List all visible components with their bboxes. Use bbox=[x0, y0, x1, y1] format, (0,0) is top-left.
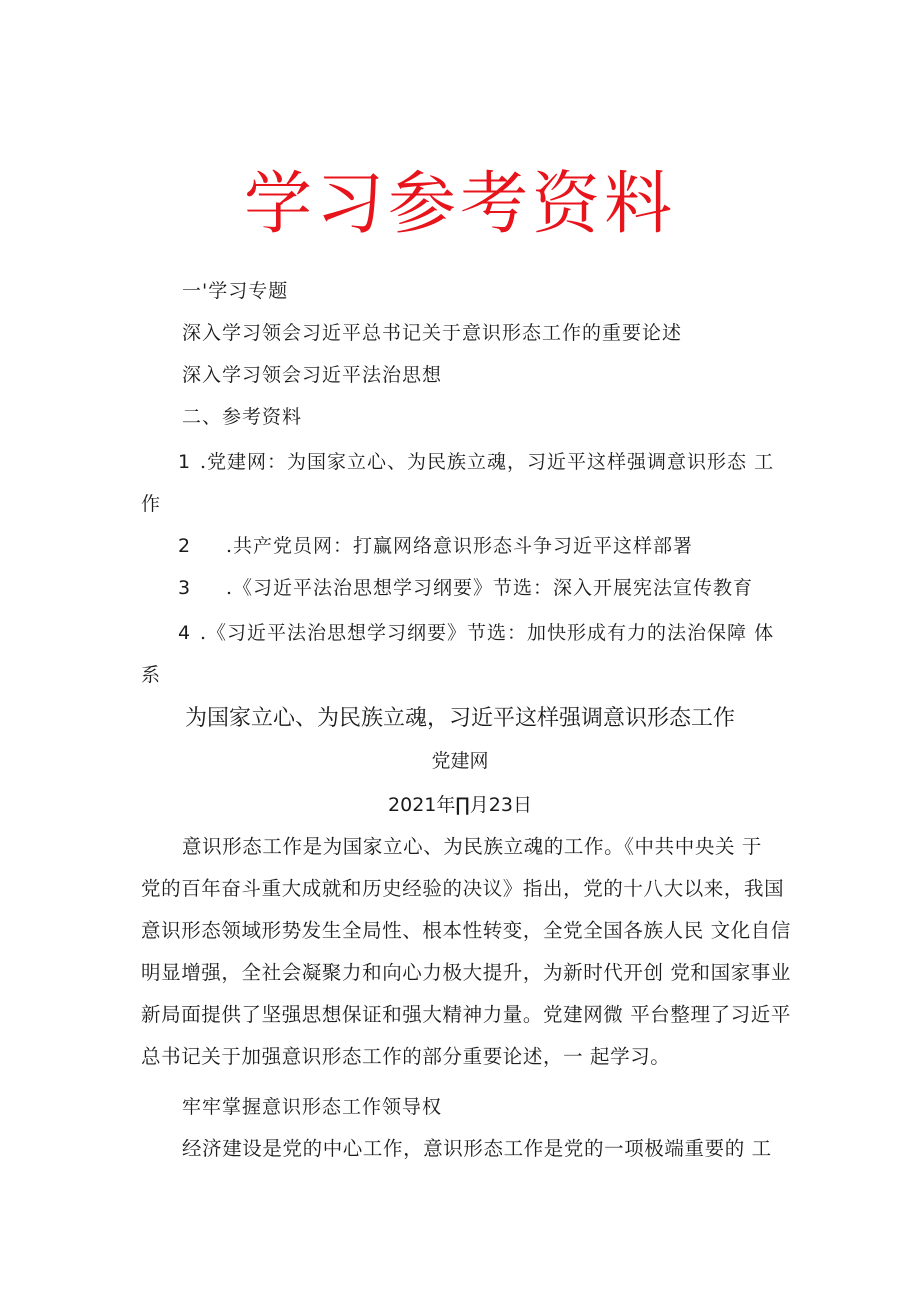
section-one-heading: 一'学习专题 bbox=[182, 280, 289, 302]
paragraph-line: 党的百年奋斗重大成就和历史经验的决议》指出，党的十八大以来，我国 bbox=[141, 877, 785, 900]
paragraph-line: 经济建设是党的中心工作，意识形态工作是党的一项极端重要的 工 bbox=[182, 1137, 772, 1160]
paragraph-line: 新局面提供了坚强思想保证和强大精神力量。党建网微 平台整理了习近平 bbox=[141, 1003, 791, 1026]
topic-item: 深入学习领会习近平总书记关于意识形态工作的重要论述 bbox=[182, 322, 683, 344]
article-date: 2021年∏月23日 bbox=[388, 794, 532, 816]
reference-text: .《习近平法治思想学习纲要》节选：加快形成有力的法治保障 体 bbox=[200, 622, 775, 644]
topic-item: 深入学习领会习近平法治思想 bbox=[182, 364, 443, 386]
reference-number: 4 bbox=[178, 622, 191, 644]
section-two-heading: 二、参考资料 bbox=[182, 406, 303, 428]
paragraph-line: 意识形态工作是为国家立心、为民族立魂的工作。《中共中央关 于 bbox=[182, 835, 762, 858]
article-subheading: 牢牢掌握意识形态工作领导权 bbox=[182, 1096, 443, 1118]
reference-text: .党建网：为国家立心、为民族立魂，习近平这样强调意识形态 工 bbox=[200, 451, 775, 473]
reference-text: .《习近平法治思想学习纲要》节选：深入开展宪法宣传教育 bbox=[226, 577, 754, 599]
paragraph-line: 总书记关于加强意识形态工作的部分重要论述，一 起学习。 bbox=[141, 1045, 671, 1068]
paragraph-line: 意识形态领域形势发生全局性、根本性转变，全党全国各族人民 文化自信 bbox=[141, 919, 791, 942]
reference-number: 1 bbox=[178, 451, 191, 473]
article-source: 党建网 bbox=[431, 750, 489, 772]
main-title: 学习参考资料 bbox=[243, 165, 676, 244]
paragraph-line: 明显增强，全社会凝聚力和向心力极大提升，为新时代开创 党和国家事业 bbox=[141, 961, 791, 984]
reference-number: 3 bbox=[178, 577, 191, 599]
reference-number: 2 bbox=[178, 535, 191, 557]
article-title: 为国家立心、为民族立魂，习近平这样强调意识形态工作 bbox=[184, 706, 735, 731]
reference-text-continued: 系 bbox=[141, 664, 162, 686]
reference-text-continued: 作 bbox=[141, 493, 162, 515]
reference-text: .共产党员网：打赢网络意识形态斗争习近平这样部署 bbox=[226, 535, 694, 557]
